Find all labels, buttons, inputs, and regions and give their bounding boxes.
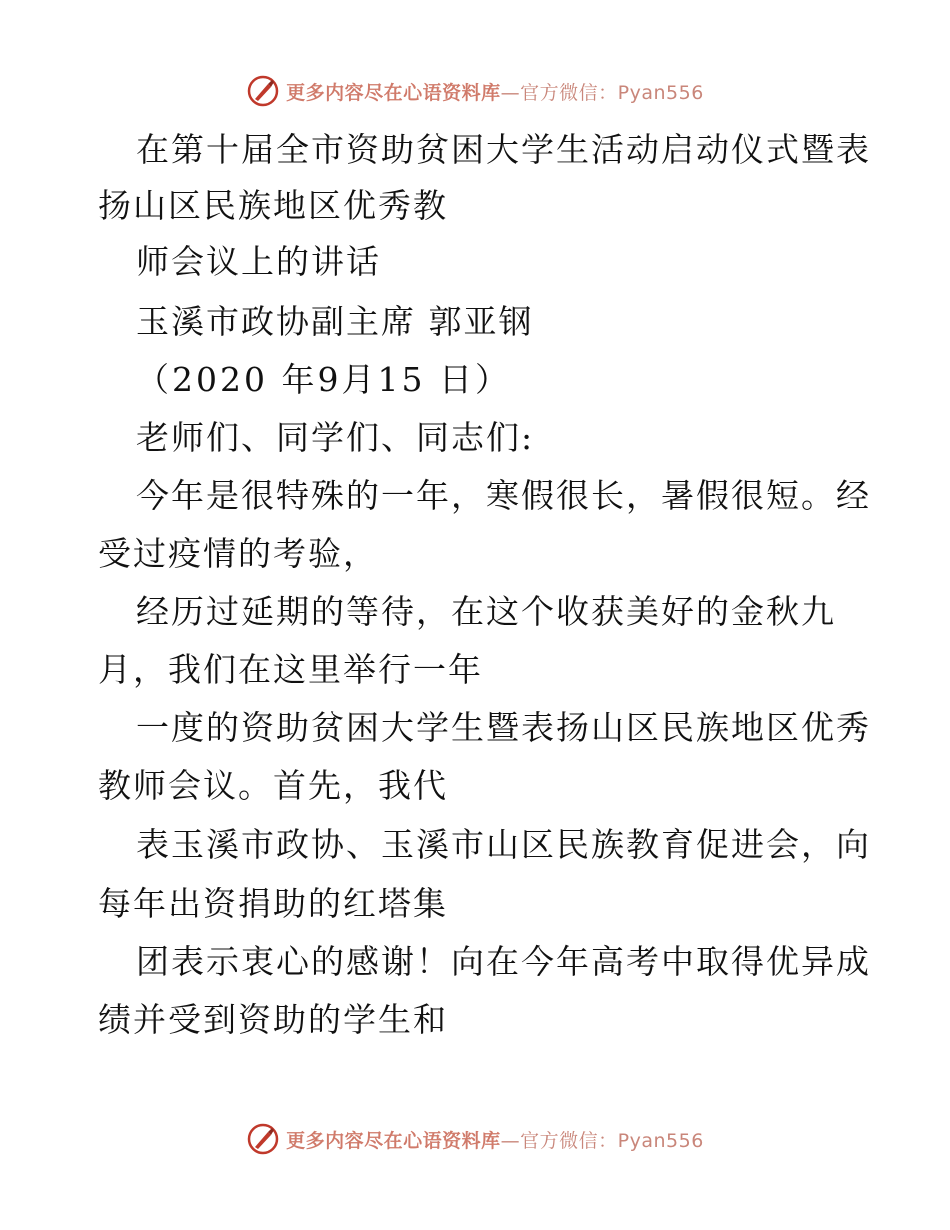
paragraph-line: 每年出资捐助的红塔集 [98, 884, 448, 923]
paragraph-line: 教师会议。首先，我代 [98, 766, 448, 805]
paragraph-line: 今年是很特殊的一年，寒假很长，暑假很短。经 [136, 476, 871, 515]
date-line: （2020 年9月15 日） [136, 360, 511, 399]
title-line-2: 扬山区民族地区优秀教 [98, 186, 448, 225]
watermark-brand: 更多内容尽在心语资料库 [286, 1129, 501, 1152]
watermark-text [286, 78, 704, 105]
title-line-1: 在第十届全市资助贫困大学生活动启动仪式暨表 [136, 130, 871, 169]
paragraph-line: 老师们、同学们、同志们: [136, 418, 535, 457]
pen-logo-icon [246, 1122, 280, 1156]
watermark-contact: 官方微信：Pyan556 [520, 1129, 704, 1152]
paragraph-line: 绩并受到资助的学生和 [98, 1000, 448, 1039]
title-line-3: 师会议上的讲话 [136, 242, 381, 281]
watermark-brand: 更多内容尽在心语资料库 [286, 81, 501, 104]
paragraph-line: 经历过延期的等待，在这个收获美好的金秋九 [136, 592, 836, 631]
watermark-dash: — [500, 1129, 521, 1152]
pen-logo-icon [246, 74, 280, 108]
watermark-dash: — [500, 81, 521, 104]
paragraph-line: 表玉溪市政协、玉溪市山区民族教育促进会，向 [136, 825, 871, 864]
footer-watermark [0, 1119, 950, 1159]
speaker-line: 玉溪市政协副主席 郭亚钢 [136, 302, 534, 341]
paragraph-line: 月，我们在这里举行一年 [98, 650, 483, 689]
paragraph-line: 一度的资助贫困大学生暨表扬山区民族地区优秀 [136, 708, 871, 747]
watermark-text [286, 1126, 704, 1153]
paragraph-line: 团表示衷心的感谢！向在今年高考中取得优异成 [136, 942, 871, 981]
paragraph-line: 受过疫情的考验， [98, 534, 378, 573]
watermark-contact: 官方微信：Pyan556 [520, 81, 704, 104]
header-watermark [0, 71, 950, 111]
